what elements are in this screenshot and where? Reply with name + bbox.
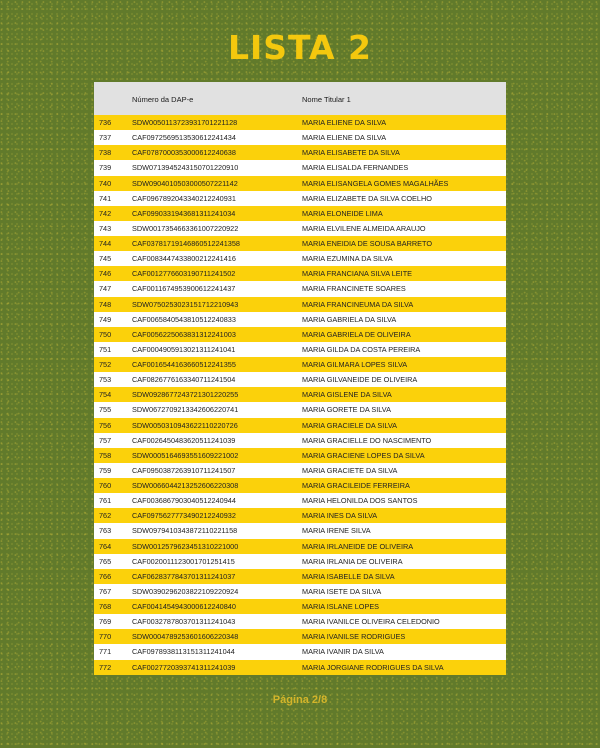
table-row — [94, 115, 506, 130]
table-row — [94, 478, 506, 493]
row-holder-name: MARIA IVANILSE RODRIGUES — [302, 632, 406, 642]
row-dap-number: CAF0041454943000612240840 — [132, 602, 236, 612]
table-row — [94, 357, 506, 372]
row-holder-name: MARIA GRACIELE DA SILVA — [302, 420, 398, 430]
table-row — [94, 493, 506, 508]
row-index: 737 — [99, 133, 112, 143]
table-row — [94, 130, 506, 145]
row-holder-name: MARIA GILDA DA COSTA PEREIRA — [302, 344, 421, 354]
row-dap-number: CAF0026450483620511241039 — [132, 435, 236, 445]
row-holder-name: MARIA IRENE SILVA — [302, 526, 371, 536]
row-dap-number: SDW0904010503000507221142 — [132, 178, 238, 188]
table-row — [94, 463, 506, 478]
row-index: 745 — [99, 254, 112, 264]
table-row — [94, 614, 506, 629]
table-row — [94, 539, 506, 554]
row-holder-name: MARIA GRACIETE DA SILVA — [302, 465, 398, 475]
row-holder-name: MARIA IVANIR DA SILVA — [302, 647, 384, 657]
row-dap-number: SDW0672709213342606220741 — [132, 405, 239, 415]
table-row — [94, 644, 506, 659]
row-index: 760 — [99, 481, 112, 491]
row-index: 739 — [99, 163, 112, 173]
row-holder-name: MARIA GRACIELLE DO NASCIMENTO — [302, 435, 432, 445]
row-dap-number: CAF0004905913021311241041 — [132, 344, 236, 354]
row-holder-name: MARIA ELISANGELA GOMES MAGALHÃES — [302, 178, 449, 188]
table-row — [94, 629, 506, 644]
row-index: 771 — [99, 647, 112, 657]
table-row — [94, 176, 506, 191]
table-row — [94, 554, 506, 569]
table-body — [94, 115, 506, 675]
row-index: 740 — [99, 178, 112, 188]
row-holder-name: MARIA GISLENE DA SILVA — [302, 390, 392, 400]
row-dap-number: CAF0011674953900612241437 — [132, 284, 236, 294]
row-index: 741 — [99, 193, 112, 203]
row-index: 763 — [99, 526, 112, 536]
row-index: 753 — [99, 375, 112, 385]
row-holder-name: MARIA ELISALDA FERNANDES — [302, 163, 409, 173]
row-holder-name: MARIA ELIENE DA SILVA — [302, 133, 387, 143]
row-index: 747 — [99, 284, 112, 294]
table-row — [94, 297, 506, 312]
row-index: 742 — [99, 208, 112, 218]
row-dap-number: CAF0012776603190711241502 — [132, 269, 236, 279]
row-index: 764 — [99, 541, 112, 551]
row-dap-number: SDW0050113723931701221128 — [132, 118, 238, 128]
row-holder-name: MARIA GORETE DA SILVA — [302, 405, 391, 415]
row-holder-name: MARIA IRLANIA DE OLIVEIRA — [302, 556, 403, 566]
table-row — [94, 206, 506, 221]
row-dap-number: SDW0004789253601606220348 — [132, 632, 239, 642]
row-dap-number: CAF0056225063831312241003 — [132, 329, 236, 339]
row-dap-number: CAF0628377843701311241037 — [132, 571, 236, 581]
row-dap-number: CAF0065840543810512240833 — [132, 314, 236, 324]
row-index: 761 — [99, 496, 112, 506]
row-holder-name: MARIA IRLANEIDE DE OLIVEIRA — [302, 541, 414, 551]
row-index: 758 — [99, 450, 112, 460]
row-dap-number: SDW0017354663361007220922 — [132, 223, 239, 233]
row-dap-number: CAF0027720393741311241039 — [132, 662, 236, 672]
row-index: 754 — [99, 390, 112, 400]
row-index: 748 — [99, 299, 112, 309]
row-index: 755 — [99, 405, 112, 415]
row-holder-name: MARIA FRANCINETE SOARES — [302, 284, 406, 294]
row-holder-name: MARIA JORGIANE RODRIGUES DA SILVA — [302, 662, 444, 672]
row-dap-number: CAF0975627773490212240932 — [132, 511, 236, 521]
table-row — [94, 236, 506, 251]
table-row — [94, 281, 506, 296]
table-row — [94, 523, 506, 538]
row-holder-name: MARIA GABRIELA DE OLIVEIRA — [302, 329, 411, 339]
row-index: 744 — [99, 239, 112, 249]
row-index: 749 — [99, 314, 112, 324]
row-index: 770 — [99, 632, 112, 642]
row-dap-number: CAF0826776163340711241504 — [132, 375, 236, 385]
row-dap-number: SDW0928677243721301220255 — [132, 390, 239, 400]
table-row — [94, 508, 506, 523]
row-holder-name: MARIA ISLANE LOPES — [302, 602, 380, 612]
row-holder-name: MARIA GRACILEIDE FERREIRA — [302, 481, 410, 491]
table-row — [94, 160, 506, 175]
row-dap-number: SDW0390296203822109220924 — [132, 586, 239, 596]
page-title: LISTA 2 — [227, 28, 372, 67]
row-dap-number: SDW0979410343872110221158 — [132, 526, 238, 536]
table-row — [94, 372, 506, 387]
page-number: Página 2/8 — [272, 694, 328, 706]
row-holder-name: MARIA ELISABETE DA SILVA — [302, 148, 400, 158]
row-holder-name: MARIA ISETE DA SILVA — [302, 586, 382, 596]
row-holder-name: MARIA GILVANEIDE DE OLIVEIRA — [302, 375, 418, 385]
table-row — [94, 251, 506, 266]
row-holder-name: MARIA ISABELLE DA SILVA — [302, 571, 395, 581]
row-holder-name: MARIA ELIZABETE DA SILVA COELHO — [302, 193, 432, 203]
row-dap-number: SDW0066044213252606220308 — [132, 481, 239, 491]
row-index: 743 — [99, 223, 112, 233]
row-holder-name: MARIA GABRIELA DA SILVA — [302, 314, 397, 324]
header-holder-name: Nome Titular 1 — [302, 94, 351, 104]
row-dap-number: CAF0972569513530612241434 — [132, 133, 236, 143]
table-row — [94, 266, 506, 281]
row-index: 750 — [99, 329, 112, 339]
row-index: 746 — [99, 269, 112, 279]
row-index: 767 — [99, 586, 112, 596]
table-row — [94, 221, 506, 236]
row-index: 762 — [99, 511, 112, 521]
table-row — [94, 569, 506, 584]
table-row — [94, 599, 506, 614]
table-row — [94, 418, 506, 433]
table-row — [94, 191, 506, 206]
row-holder-name: MARIA ELONEIDE LIMA — [302, 208, 383, 218]
row-holder-name: MARIA IVANILCE OLIVEIRA CELEDONIO — [302, 617, 440, 627]
table-row — [94, 145, 506, 160]
table-row — [94, 448, 506, 463]
row-index: 751 — [99, 344, 112, 354]
row-holder-name: MARIA INES DA SILVA — [302, 511, 378, 521]
row-dap-number: SDW0050310943622110220726 — [132, 420, 238, 430]
table-row — [94, 327, 506, 342]
row-dap-number: CAF0020011123001701251415 — [132, 556, 235, 566]
table-row — [94, 660, 506, 675]
row-dap-number: CAF0978938113151311241044 — [132, 647, 235, 657]
row-index: 768 — [99, 602, 112, 612]
row-index: 752 — [99, 360, 112, 370]
table-row — [94, 387, 506, 402]
row-holder-name: MARIA ELIENE DA SILVA — [302, 118, 387, 128]
header-dap-number: Número da DAP-e — [132, 94, 194, 104]
table-header — [94, 82, 506, 115]
table-row — [94, 342, 506, 357]
row-dap-number: CAF0787000353000612240638 — [132, 148, 236, 158]
row-dap-number: CAF0990331943681311241034 — [132, 208, 236, 218]
table-row — [94, 433, 506, 448]
row-holder-name: MARIA GRACIENE LOPES DA SILVA — [302, 450, 425, 460]
row-index: 757 — [99, 435, 112, 445]
table-row — [94, 584, 506, 599]
dap-table — [94, 82, 506, 675]
row-index: 772 — [99, 662, 112, 672]
row-holder-name: MARIA FRANCIANA SILVA LEITE — [302, 269, 413, 279]
row-index: 769 — [99, 617, 112, 627]
row-dap-number: SDW0750253023151712210943 — [132, 299, 239, 309]
row-dap-number: SDW0012579623451310221000 — [132, 541, 239, 551]
row-dap-number: SDW0713945243150701220910 — [132, 163, 239, 173]
table-row — [94, 402, 506, 417]
row-index: 765 — [99, 556, 112, 566]
row-dap-number: CAF0032787803701311241043 — [132, 617, 236, 627]
row-index: 766 — [99, 571, 112, 581]
row-dap-number: CAF0016544163660512241355 — [132, 360, 236, 370]
table-row — [94, 312, 506, 327]
row-dap-number: SDW0005164693551609221002 — [132, 450, 239, 460]
row-index: 736 — [99, 118, 112, 128]
row-index: 738 — [99, 148, 112, 158]
row-dap-number: CAF0378171914686051224135​8 — [132, 239, 240, 249]
row-index: 756 — [99, 420, 112, 430]
row-holder-name: MARIA HELONILDA DOS SANTOS — [302, 496, 418, 506]
row-dap-number: CAF0036867903040512240944 — [132, 496, 236, 506]
row-holder-name: MARIA ELVILENE ALMEIDA ARAUJO — [302, 223, 426, 233]
row-dap-number: CAF0967892043340212240931 — [132, 193, 236, 203]
row-holder-name: MARIA GILMARA LOPES SILVA — [302, 360, 408, 370]
row-holder-name: MARIA EZUMINA DA SILVA — [302, 254, 393, 264]
row-dap-number: CAF0950387263910711241507 — [132, 465, 236, 475]
row-index: 759 — [99, 465, 112, 475]
row-holder-name: MARIA FRANCINEUMA DA SILVA — [302, 299, 414, 309]
row-holder-name: MARIA ENEIDIA DE SOUSA BARRETO — [302, 239, 433, 249]
row-dap-number: CAF0083447433800212241416 — [132, 254, 236, 264]
